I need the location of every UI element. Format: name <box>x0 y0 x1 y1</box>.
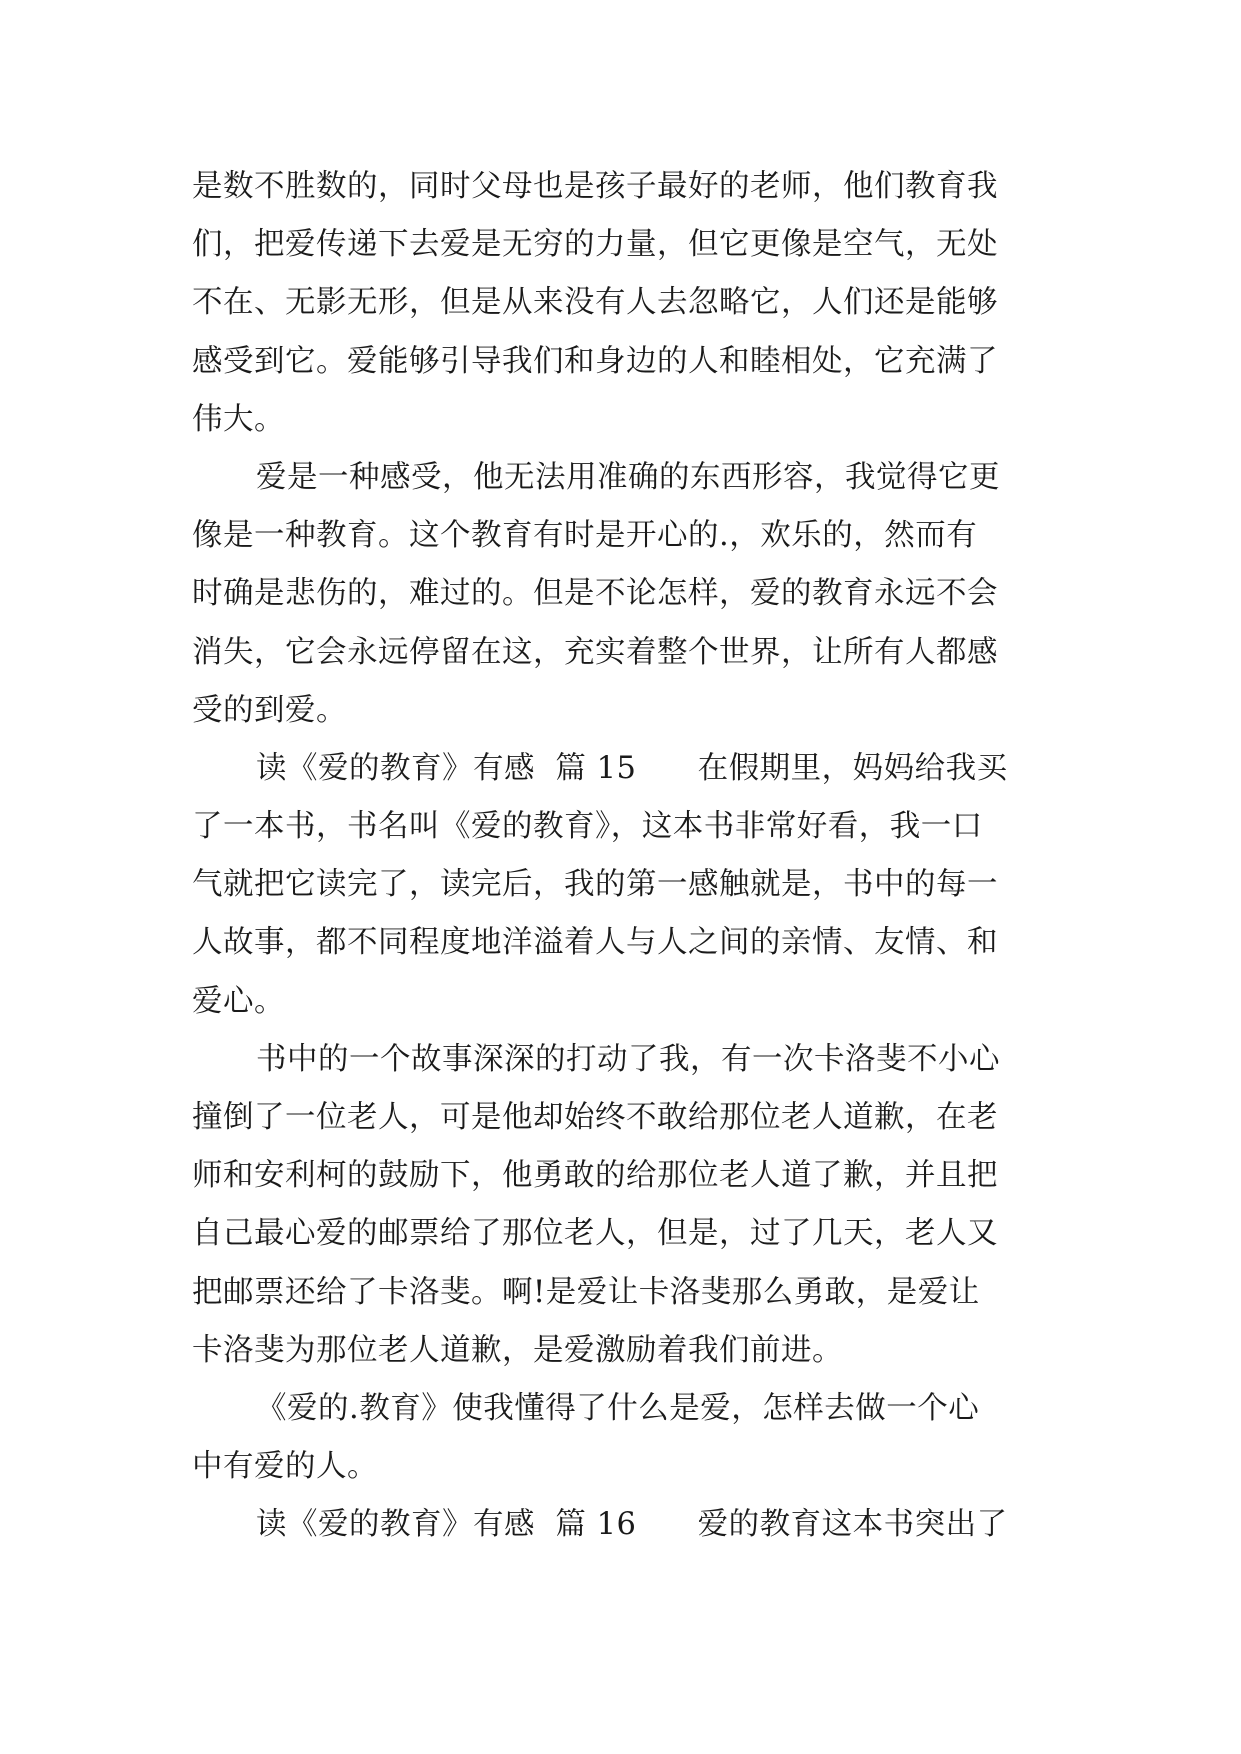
text-line: 们，把爱传递下去爱是无穷的力量，但它更像是空气，无处 <box>192 227 998 263</box>
document-body <box>192 158 1048 1555</box>
paragraph <box>192 740 1048 1031</box>
paragraph <box>192 449 1048 740</box>
text-line: 自己最心爱的邮票给了那位老人，但是，过了几天，老人又 <box>192 1216 998 1252</box>
text-line: 时确是悲伤的，难过的。但是不论怎样，爱的教育永远不会 <box>192 576 998 612</box>
text-line: 爱心。 <box>192 983 285 1019</box>
text-line: 《爱的.教育》使我懂得了什么是爱，怎样去做一个心 <box>256 1390 980 1426</box>
text-line: 读《爱的教育》有感 篇 15 在假期里，妈妈给我买 <box>256 750 1008 786</box>
text-line: 师和安利柯的鼓励下，他勇敢的给那位老人道了歉，并且把 <box>192 1158 998 1194</box>
text-line: 伟大。 <box>192 401 285 437</box>
text-line: 人故事，都不同程度地洋溢着人与人之间的亲情、友情、和 <box>192 925 998 961</box>
text-line: 受的到爱。 <box>192 692 347 728</box>
paragraph <box>192 1031 1048 1380</box>
text-line: 不在、无影无形，但是从来没有人去忽略它，人们还是能够 <box>192 285 998 321</box>
text-line: 爱是一种感受，他无法用准确的东西形容，我觉得它更 <box>256 459 1000 495</box>
text-line: 消失，它会永远停留在这，充实着整个世界，让所有人都感 <box>192 634 998 670</box>
paragraph <box>192 158 1048 449</box>
paragraph <box>192 1380 1048 1496</box>
text-line: 感受到它。爱能够引导我们和身边的人和睦相处，它充满了 <box>192 343 998 379</box>
text-line: 像是一种教育。这个教育有时是开心的.，欢乐的，然而有 <box>192 518 978 554</box>
text-line: 气就把它读完了，读完后，我的第一感触就是，书中的每一 <box>192 867 998 903</box>
paragraph <box>192 1496 1048 1554</box>
text-line: 了一本书，书名叫《爱的教育》，这本书非常好看，我一口 <box>192 809 983 845</box>
text-line: 书中的一个故事深深的打动了我，有一次卡洛斐不小心 <box>256 1041 1000 1077</box>
text-line: 把邮票还给了卡洛斐。啊!是爱让卡洛斐那么勇敢，是爱让 <box>192 1274 980 1310</box>
text-line: 中有爱的人。 <box>192 1449 378 1485</box>
text-line: 卡洛斐为那位老人道歉，是爱激励着我们前进。 <box>192 1332 843 1368</box>
text-line: 读《爱的教育》有感 篇 16 爱的教育这本书突出了 <box>256 1507 1008 1543</box>
text-line: 是数不胜数的，同时父母也是孩子最好的老师，他们教育我 <box>192 169 998 204</box>
text-line: 撞倒了一位老人，可是他却始终不敢给那位老人道歉，在老 <box>192 1100 998 1135</box>
